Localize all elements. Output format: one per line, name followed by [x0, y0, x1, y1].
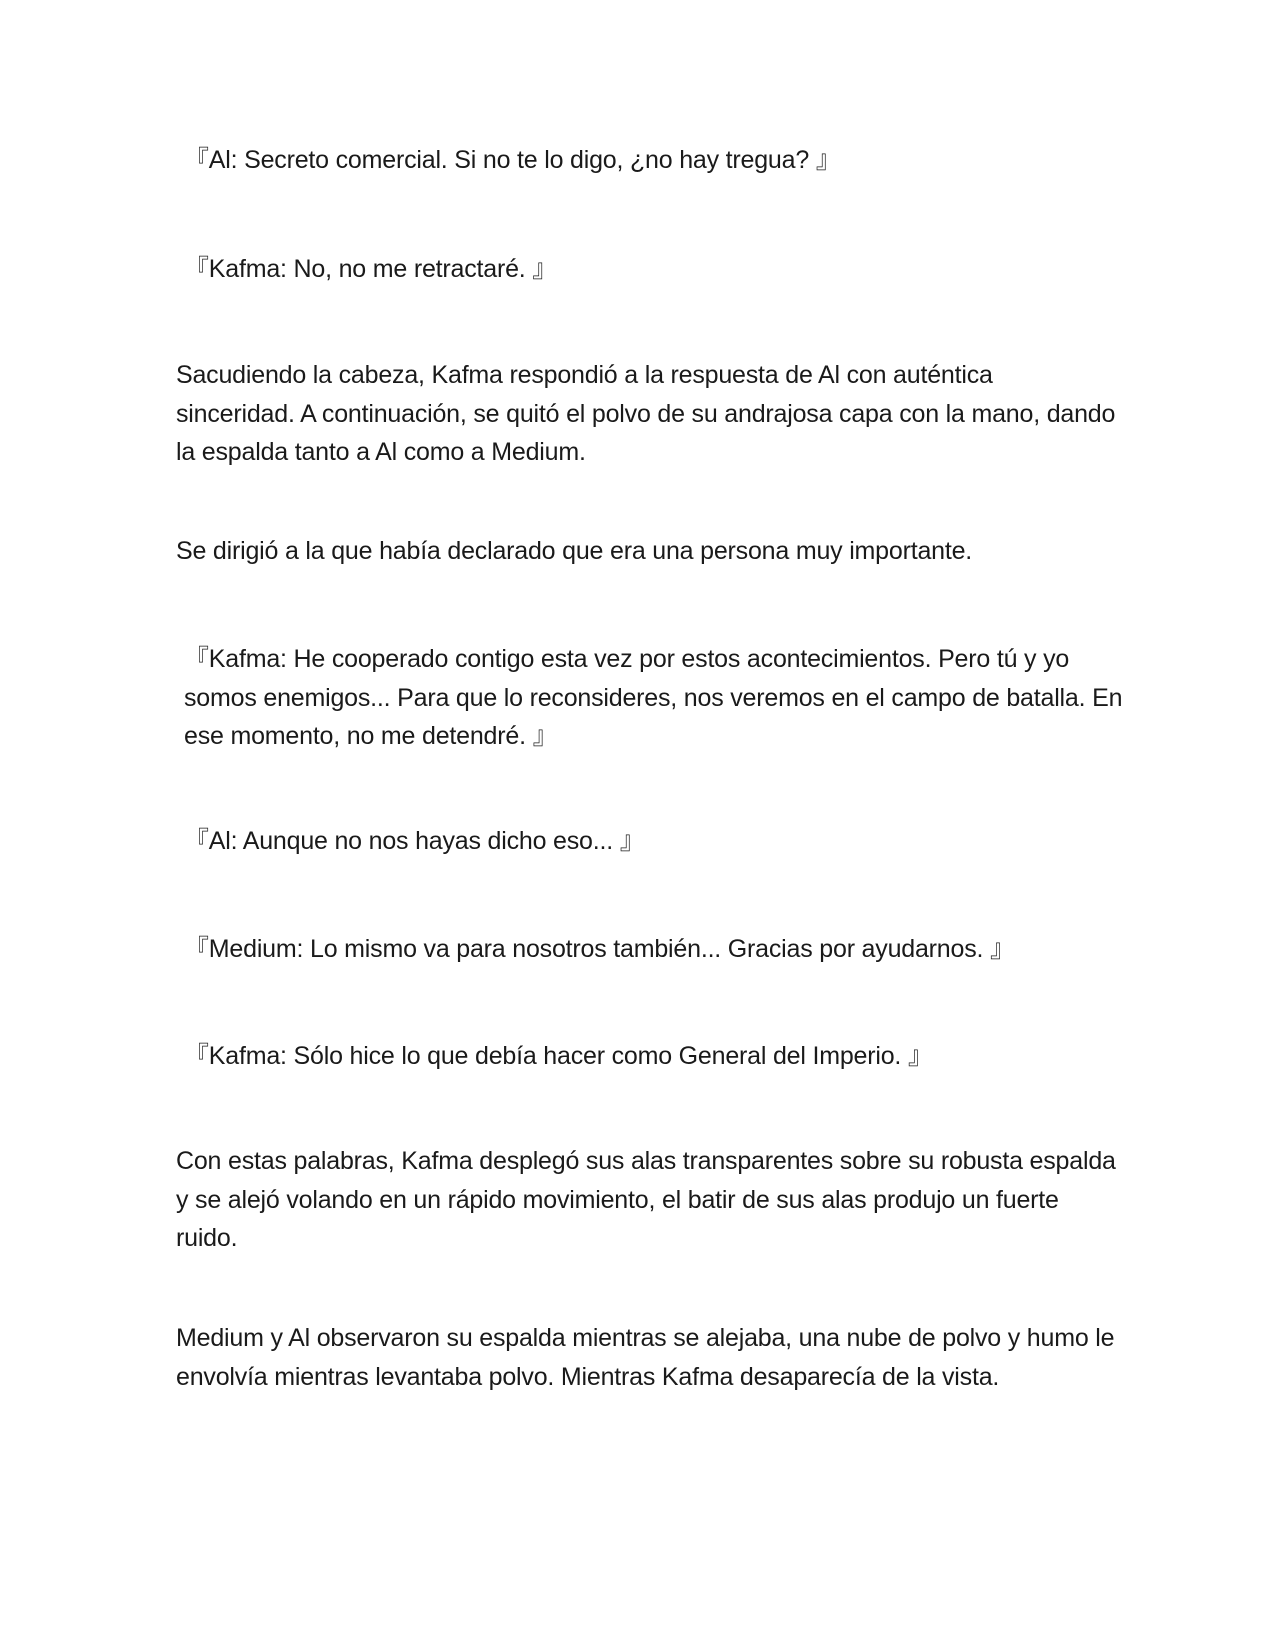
narration-paragraph: Sacudiendo la cabeza, Kafma respondió a la respuesta de Al con auténtica sinceridad. A continuación, se quitó el polvo de su andrajosa capa con la mano, dando la espalda tanto a Al como a Medium.: [176, 361, 1116, 466]
dialogue-line: 『Al: Secreto comercial. Si no te lo digo, ¿no hay tregua? 』: [184, 146, 841, 174]
dialogue-line: 『Medium: Lo mismo va para nosotros también... Gracias por ayudarnos. 』: [184, 935, 1015, 963]
dialogue-line: 『Kafma: No, no me retractaré. 』: [184, 255, 558, 283]
dialogue-line: 『Kafma: He cooperado contigo esta vez por estos acontecimientos. Pero tú y yo somos enemigos... Para que lo reconsideres, nos veremos en el campo de batalla. En ese momento, no me detendré. 』: [184, 645, 1123, 750]
narration-paragraph: Medium y Al observaron su espalda mientras se alejaba, una nube de polvo y humo le envolvía mientras levantaba polvo. Mientras Kafma desaparecía de la vista.: [176, 1324, 1115, 1391]
dialogue-line: 『Al: Aunque no nos hayas dicho eso... 』: [184, 827, 645, 855]
narration-paragraph: Con estas palabras, Kafma desplegó sus alas transparentes sobre su robusta espalda y se alejó volando en un rápido movimiento, el batir de sus alas produjo un fuerte ruido.: [176, 1147, 1116, 1252]
narration-paragraph: Se dirigió a la que había declarado que era una persona muy importante.: [176, 537, 973, 565]
dialogue-line: 『Kafma: Sólo hice lo que debía hacer como General del Imperio. 』: [184, 1042, 933, 1070]
